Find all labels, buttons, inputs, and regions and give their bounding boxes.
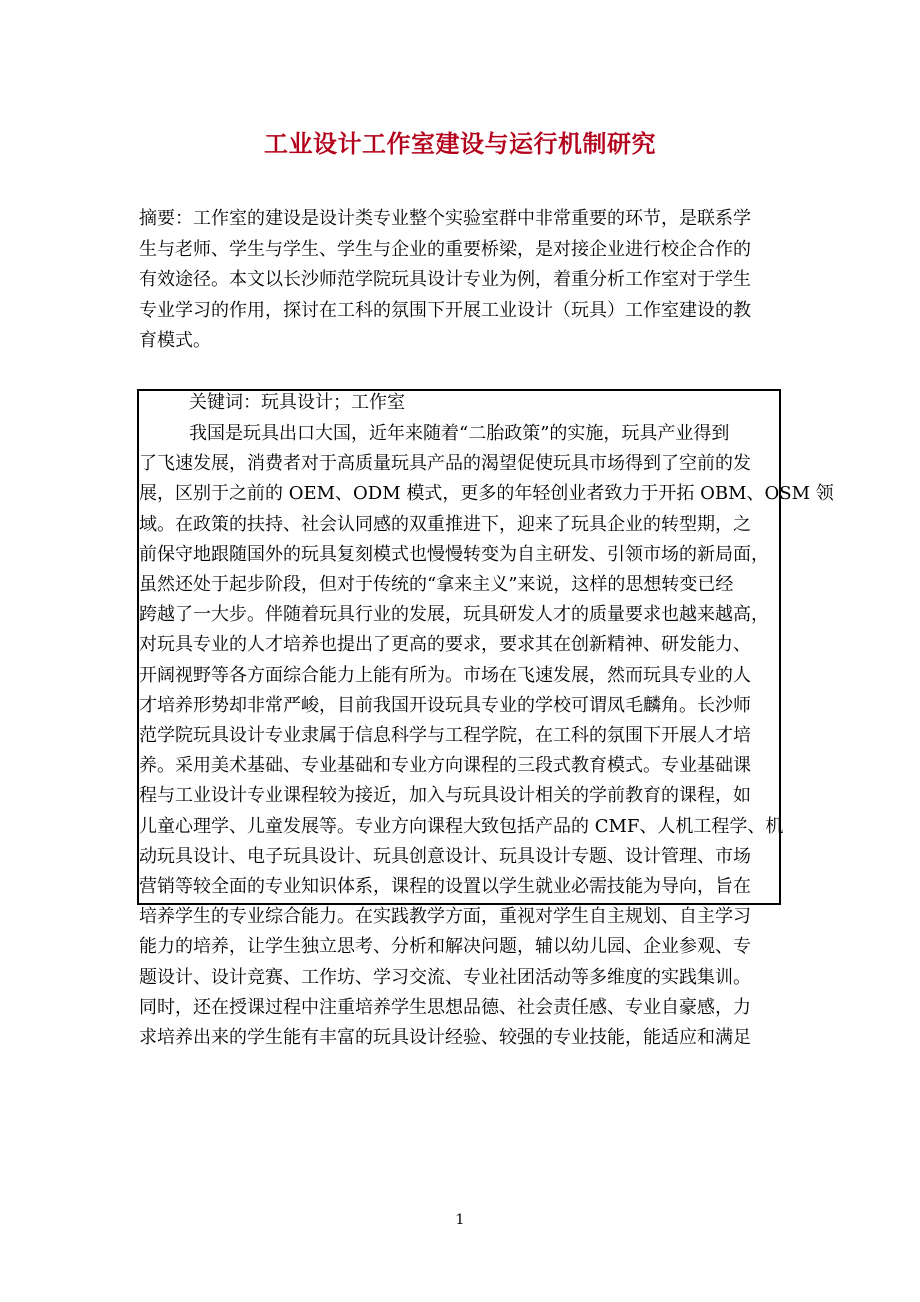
keywords-text: 关键词：玩具设计；工作室 [189, 392, 405, 413]
body-line: 能力的培养，让学生独立思考、分析和解决问题，辅以幼儿园、企业参观、专 [139, 936, 751, 958]
body-line: 范学院玩具设计专业隶属于信息科学与工程学院，在工科的氛围下开展人才培 [139, 725, 751, 747]
abstract-line: 生与老师、学生与学生、学生与企业的重要桥梁，是对接企业进行校企合作的 [139, 238, 751, 260]
body-line: 程与工业设计专业课程较为接近，加入与玩具设计相关的学前教育的课程，如 [139, 785, 751, 807]
abstract-line: 摘要：工作室的建设是设计类专业整个实验室群中非常重要的环节，是联系学 [139, 208, 751, 229]
body-line: 儿童心理学、儿童发展等。专业方向课程大致包括产品的 CMF、人机工程学、机 [139, 815, 784, 837]
body-line: 培养学生的专业综合能力。在实践教学方面，重视对学生自主规划、自主学习 [139, 906, 751, 928]
body-line: 展，区别于之前的 OEM、ODM 模式，更多的年轻创业者致力于开拓 OBM、OSM 领 [139, 483, 834, 505]
body-line: 域。在政策的扶持、社会认同感的双重推进下，迎来了玩具企业的转型期，之 [139, 513, 751, 535]
body-line: 求培养出来的学生能有丰富的玩具设计经验、较强的专业技能，能适应和满足 [139, 1027, 751, 1049]
body-line: 动玩具设计、电子玩具设计、玩具创意设计、玩具设计专题、设计管理、市场 [139, 845, 751, 867]
keywords-line [139, 388, 779, 418]
abstract-line: 有效途径。本文以长沙师范学院玩具设计专业为例，着重分析工作室对于学生 [139, 269, 751, 290]
document-title: 工业设计工作室建设与运行机制研究 [264, 129, 656, 158]
abstract-line: 专业学习的作用，探讨在工科的氛围下开展工业设计（玩具）工作室建设的教 [139, 299, 751, 321]
body-line: 才培养形势却非常严峻，目前我国开设玩具专业的学校可谓凤毛麟角。长沙师 [139, 694, 751, 716]
body-line: 了飞速发展，消费者对于高质量玩具产品的渴望促使玩具市场得到了空前的发 [139, 453, 751, 475]
body-line: 营销等较全面的专业知识体系，课程的设置以学生就业必需技能为导向，旨在 [139, 876, 751, 898]
abstract-paragraph [139, 204, 779, 357]
body-line: 题设计、设计竞赛、工作坊、学习交流、专业社团活动等多维度的实践集训。 [139, 966, 751, 988]
body-line: 对玩具专业的人才培养也提出了更高的要求，要求其在创新精神、研发能力、 [139, 634, 751, 656]
body-line: 开阔视野等各方面综合能力上能有所为。市场在飞速发展，然而玩具专业的人 [139, 664, 751, 686]
body-line: 养。采用美术基础、专业基础和专业方向课程的三段式教育模式。专业基础课 [139, 755, 751, 777]
body-line: 前保守地跟随国外的玩具复刻模式也慢慢转变为自主研发、引领市场的新局面， [139, 543, 769, 565]
body-line: 我国是玩具出口大国，近年来随着“二胎政策”的实施，玩具产业得到 [189, 423, 730, 444]
body-paragraph [139, 419, 834, 1053]
page-number: 1 [455, 1212, 465, 1228]
abstract-line: 育模式。 [139, 330, 211, 351]
body-line: 跨越了一大步。伴随着玩具行业的发展，玩具研发人才的质量要求也越来越高， [139, 604, 769, 626]
body-line: 同时，还在授课过程中注重培养学生思想品德、社会责任感、专业自豪感，力 [139, 996, 751, 1018]
body-line: 虽然还处于起步阶段，但对于传统的“拿来主义”来说，这样的思想转变已经 [139, 574, 734, 596]
